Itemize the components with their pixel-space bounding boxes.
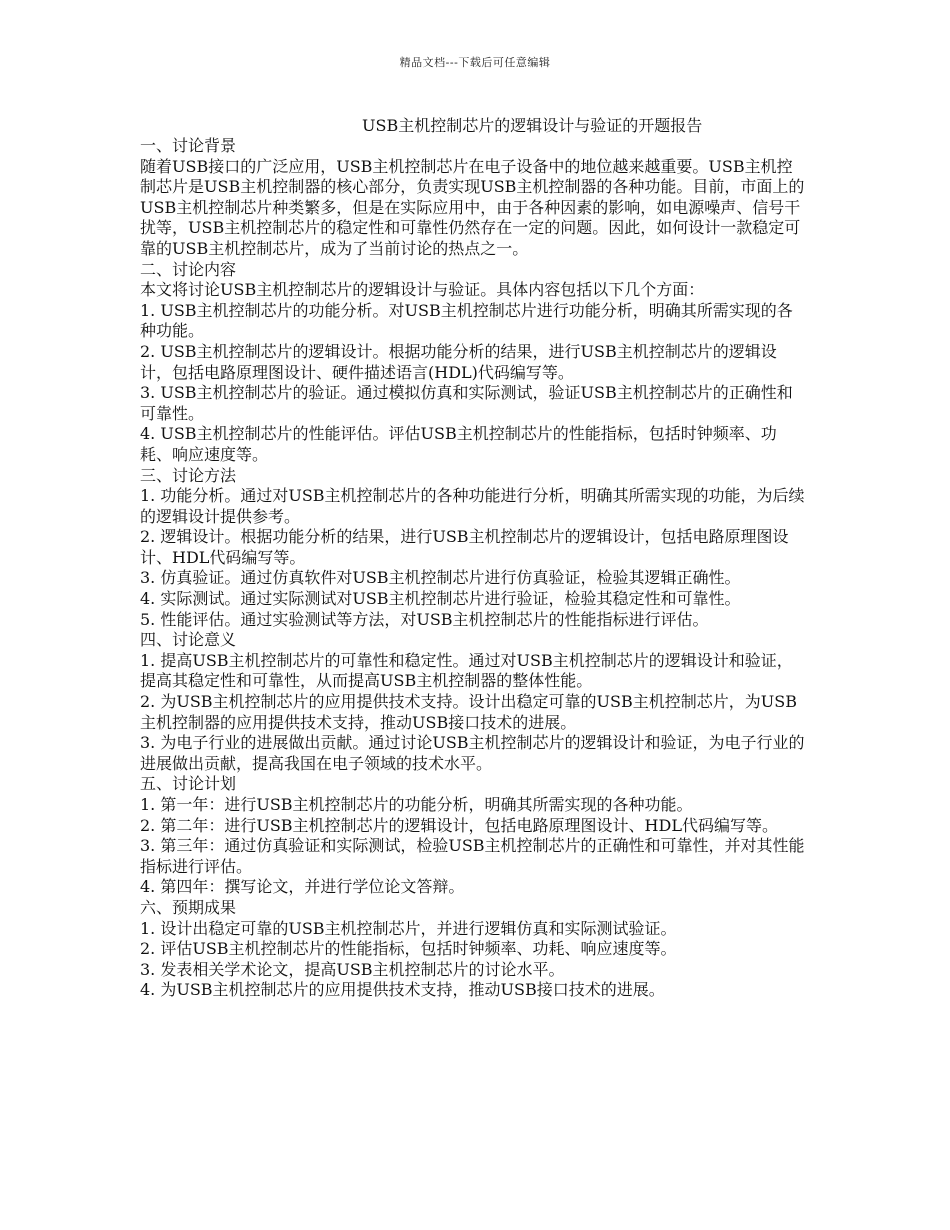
list-item: 1. 功能分析。通过对USB主机控制芯片的各种功能进行分析，明确其所需实现的功能，为后续的逻辑设计提供参考。 <box>140 486 805 526</box>
section-heading: 五、讨论计划 <box>140 774 237 794</box>
list-item: 1. 提高USB主机控制芯片的可靠性和稳定性。通过对USB主机控制芯片的逻辑设计和验证，提高其稳定性和可靠性，从而提高USB主机控制器的整体性能。 <box>140 650 793 691</box>
list-item: 2. 第二年：进行USB主机控制芯片的逻辑设计，包括电路原理图设计、HDL代码编写等。 <box>140 815 778 835</box>
list-item: 1. 第一年：进行USB主机控制芯片的功能分析，明确其所需实现的各种功能。 <box>140 795 693 814</box>
list-item: 3. 为电子行业的进展做出贡献。通过讨论USB主机控制芯片的逻辑设计和验证，为电子行业的进展做出贡献，提高我国在电子领域的技术水平。 <box>140 733 805 773</box>
paragraph: 随着USB接口的广泛应用，USB主机控制芯片在电子设备中的地位越来越重要。USB主机控制芯片是USB主机控制器的核心部分，负责实现USB主机控制器的各种功能。目前，市面上的USB主机控制芯片种类繁多，但是在实际应用中，由于各种因素的影响，如电源噪声、信号干扰等，USB主机控制芯片的稳定性和可靠性仍然存在一定的问题。因此，如何设计一款稳定可靠的USB主机控制芯片，成为了当前讨论的热点之一。 <box>140 156 805 258</box>
section-heading: 三、讨论方法 <box>140 465 237 485</box>
list-item: 2. USB主机控制芯片的逻辑设计。根据功能分析的结果，进行USB主机控制芯片的逻辑设计，包括电路原理图设计、硬件描述语言(HDL)代码编写等。 <box>140 341 777 382</box>
section-heading: 一、讨论背景 <box>140 136 237 155</box>
list-item: 2. 逻辑设计。根据功能分析的结果，进行USB主机控制芯片的逻辑设计，包括电路原理图设计、HDL代码编写等。 <box>140 527 789 567</box>
section-heading: 四、讨论意义 <box>140 630 237 650</box>
document-title: USB主机控制芯片的逻辑设计与验证的开题报告 <box>362 116 703 135</box>
section-methods <box>140 466 806 631</box>
list-item: 1. 设计出稳定可靠的USB主机控制芯片，并进行逻辑仿真和实际测试验证。 <box>140 918 677 938</box>
section-heading: 六、预期成果 <box>140 897 237 917</box>
section-expected-results <box>140 898 806 1001</box>
list-item: 3. USB主机控制芯片的验证。通过模拟仿真和实际测试，验证USB主机控制芯片的正确性和可靠性。 <box>140 383 793 423</box>
list-item: 3. 第三年：通过仿真验证和实际测试，检验USB主机控制芯片的正确性和可靠性，并对其性能指标进行评估。 <box>140 836 805 876</box>
list-item: 3. 仿真验证。通过仿真软件对USB主机控制芯片进行仿真验证，检验其逻辑正确性。 <box>140 568 741 588</box>
list-item: 5. 性能评估。通过实验测试等方法，对USB主机控制芯片的性能指标进行评估。 <box>140 609 709 629</box>
section-content <box>140 260 806 466</box>
document-body <box>140 136 806 1001</box>
list-item: 4. 第四年：撰写论文，并进行学位论文答辩。 <box>140 877 465 897</box>
page-header-watermark: 精品文档---下载后可任意编辑 <box>399 56 551 69</box>
paragraph: 本文将讨论USB主机控制芯片的逻辑设计与验证。具体内容包括以下几个方面： <box>140 280 705 300</box>
section-significance <box>140 630 806 774</box>
section-background <box>140 136 806 260</box>
list-item: 3. 发表相关学术论文，提高USB主机控制芯片的讨论水平。 <box>140 959 565 979</box>
list-item: 1. USB主机控制芯片的功能分析。对USB主机控制芯片进行功能分析，明确其所需实现的各种功能。 <box>140 300 793 341</box>
section-heading: 二、讨论内容 <box>140 259 237 279</box>
list-item: 4. 为USB主机控制芯片的应用提供技术支持，推动USB接口技术的进展。 <box>140 980 665 1000</box>
list-item: 4. 实际测试。通过实际测试对USB主机控制芯片进行验证，检验其稳定性和可靠性。 <box>140 589 741 609</box>
list-item: 4. USB主机控制芯片的性能评估。评估USB主机控制芯片的性能指标，包括时钟频率、功耗、响应速度等。 <box>140 424 777 464</box>
list-item: 2. 评估USB主机控制芯片的性能指标，包括时钟频率、功耗、响应速度等。 <box>140 939 677 959</box>
section-plan <box>140 774 806 898</box>
list-item: 2. 为USB主机控制芯片的应用提供技术支持。设计出稳定可靠的USB主机控制芯片，为USB主机控制器的应用提供技术支持，推动USB接口技术的进展。 <box>140 692 797 732</box>
